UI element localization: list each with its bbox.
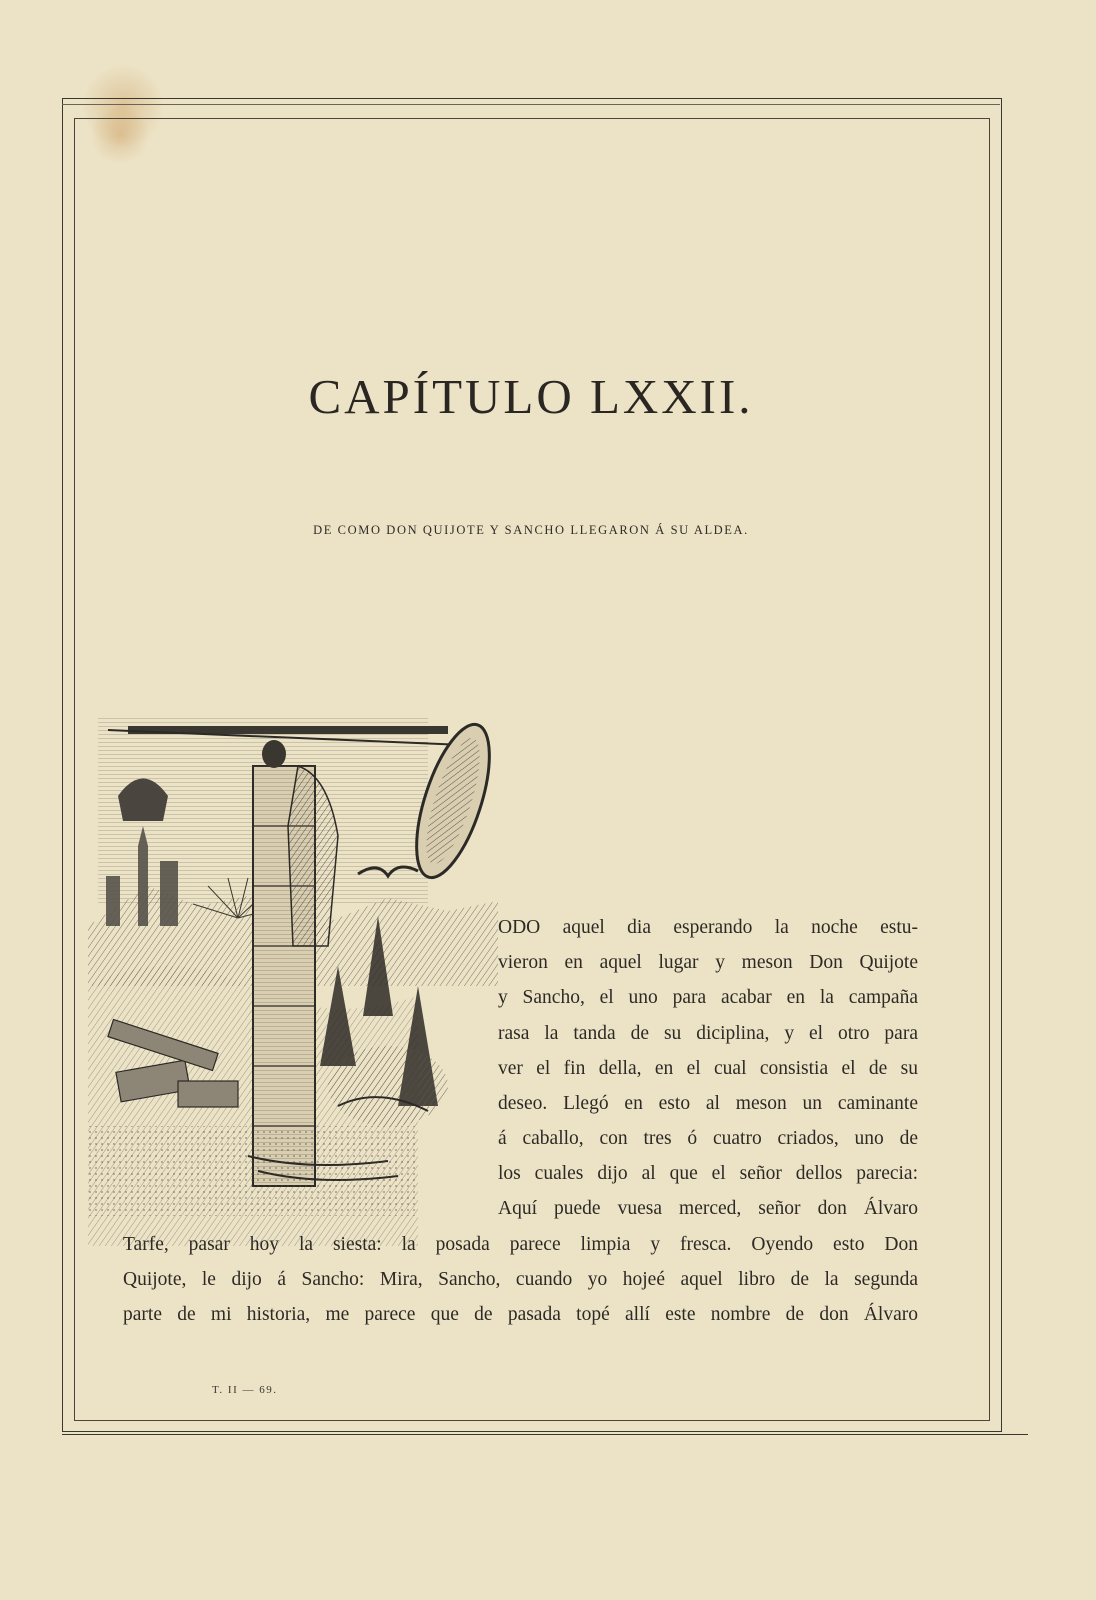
body-line: vieron en aquel lugar y meson Don Quijote [498, 952, 918, 973]
body-line: ODO aquel dia esperando la noche estu- [498, 917, 918, 938]
chapter-subtitle: DE COMO DON QUIJOTE Y SANCHO LLEGARON Á SU ALDEA. [313, 523, 749, 537]
bottom-rule [62, 1434, 1028, 1435]
folio-signature: T. II — 69. [212, 1384, 278, 1396]
body-line: y Sancho, el uno para acabar en la campaña [498, 987, 918, 1008]
body-line: ver el fin della, en el cual consistia el de su [498, 1058, 918, 1079]
body-line: los cuales dijo al que el señor dellos parecia: [498, 1163, 918, 1184]
body-line: parte de mi historia, me parece que de pasada topé allí este nombre de don Álvaro [123, 1304, 918, 1325]
chapter-title: CAPÍTULO LXXII. [308, 369, 754, 424]
top-rule [62, 104, 1000, 105]
owl-icon [262, 740, 286, 768]
body-line: rasa la tanda de su diciplina, y el otro para [498, 1023, 918, 1044]
body-line: deseo. Llegó en esto al meson un caminante [498, 1093, 918, 1114]
body-line: á caballo, con tres ó cuatro criados, uno de [498, 1128, 918, 1149]
body-line: Aquí puede vuesa merced, señor don Álvaro [498, 1198, 918, 1219]
body-line: Quijote, le dijo á Sancho: Mira, Sancho, cuando yo hojeé aquel libro de la segunda [123, 1269, 918, 1290]
body-line: Tarfe, pasar hoy la siesta: la posada parece limpia y fresca. Oyendo esto Don [123, 1234, 918, 1255]
engraving-icon [88, 686, 508, 1246]
